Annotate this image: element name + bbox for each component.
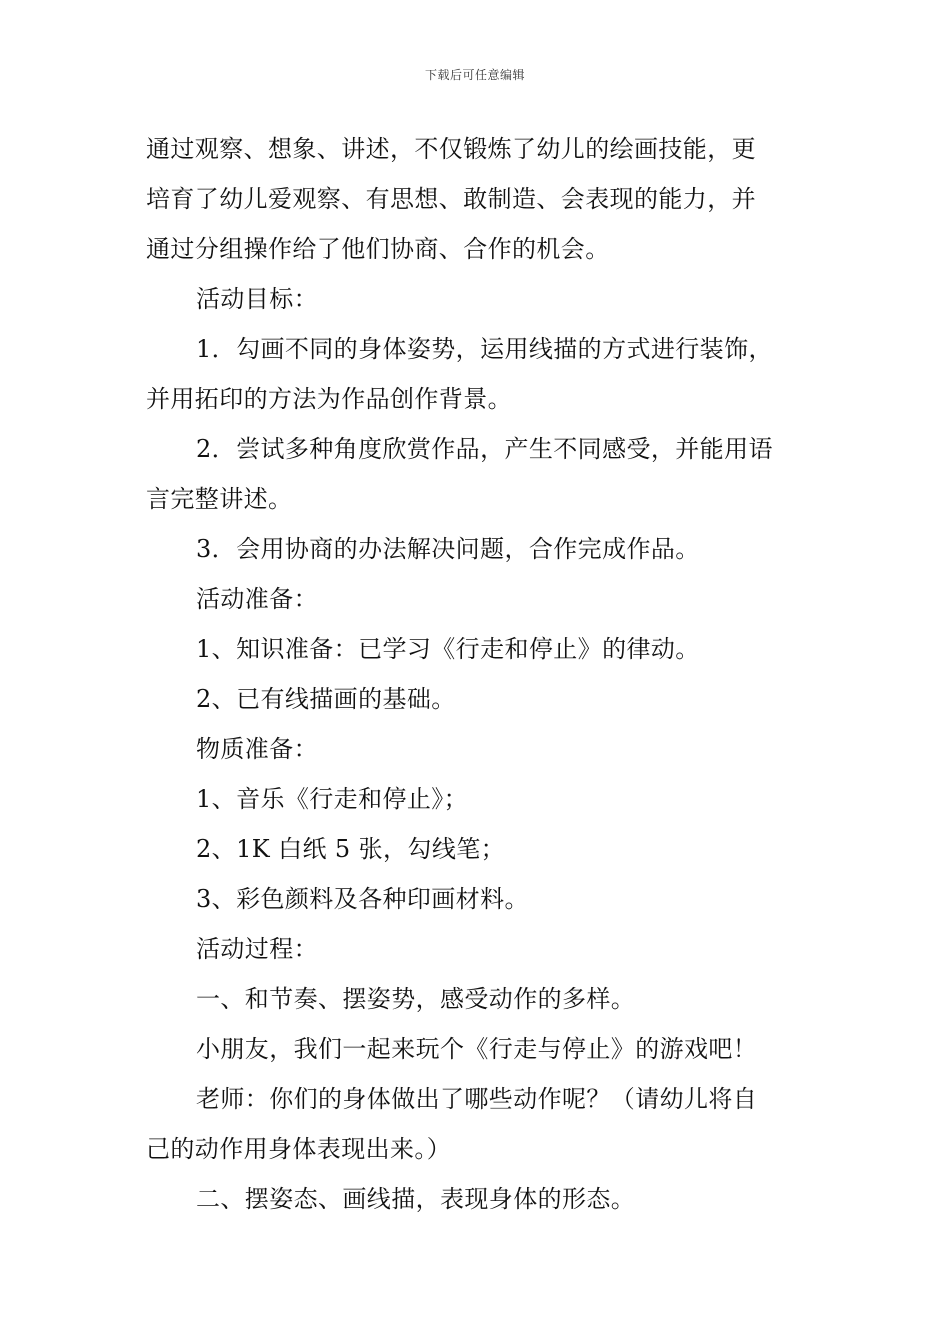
- page-header: 下载后可任意编辑: [424, 68, 525, 82]
- paragraph-line: 通过分组操作给了他们协商、合作的机会。: [146, 235, 610, 263]
- paragraph-line: 1、知识准备：已学习《行走和停止》的律动。: [196, 635, 700, 663]
- paragraph-line: 老师：你们的身体做出了哪些动作呢？（请幼儿将自: [196, 1085, 758, 1113]
- paragraph-line: 通过观察、想象、讲述，不仅锻炼了幼儿的绘画技能，更: [146, 135, 756, 163]
- section-heading-activity-prep: 活动准备：: [196, 585, 318, 613]
- paragraph-line: 2、已有线描画的基础。: [196, 685, 456, 713]
- paragraph-line: 一、和节奏、摆姿势，感受动作的多样。: [196, 985, 636, 1013]
- section-heading-activity-process: 活动过程：: [196, 935, 318, 963]
- paragraph-line: 己的动作用身体表现出来。）: [146, 1135, 452, 1163]
- paragraph-line: 言完整讲述。: [146, 485, 293, 513]
- paragraph-line: 二、摆姿态、画线描，表现身体的形态。: [196, 1185, 636, 1213]
- paragraph-line: 3．会用协商的办法解决问题，合作完成作品。: [196, 535, 700, 563]
- section-heading-activity-goals: 活动目标：: [196, 285, 318, 313]
- paragraph-line: 2、1K 白纸 5 张，勾线笔；: [196, 835, 506, 863]
- section-heading-material-prep: 物质准备：: [196, 735, 318, 763]
- paragraph-line: 1．勾画不同的身体姿势，运用线描的方式进行装饰，: [196, 335, 773, 363]
- paragraph-line: 培育了幼儿爱观察、有思想、敢制造、会表现的能力，并: [146, 185, 756, 213]
- paragraph-line: 3、彩色颜料及各种印画材料。: [196, 885, 529, 913]
- paragraph-line: 并用拓印的方法为作品创作背景。: [146, 385, 512, 413]
- document-body: [146, 124, 808, 1224]
- paragraph-line: 1、音乐《行走和停止》；: [196, 785, 469, 813]
- paragraph-line: 小朋友，我们一起来玩个《行走与停止》的游戏吧！: [196, 1035, 758, 1063]
- paragraph-line: 2．尝试多种角度欣赏作品，产生不同感受，并能用语: [196, 435, 773, 463]
